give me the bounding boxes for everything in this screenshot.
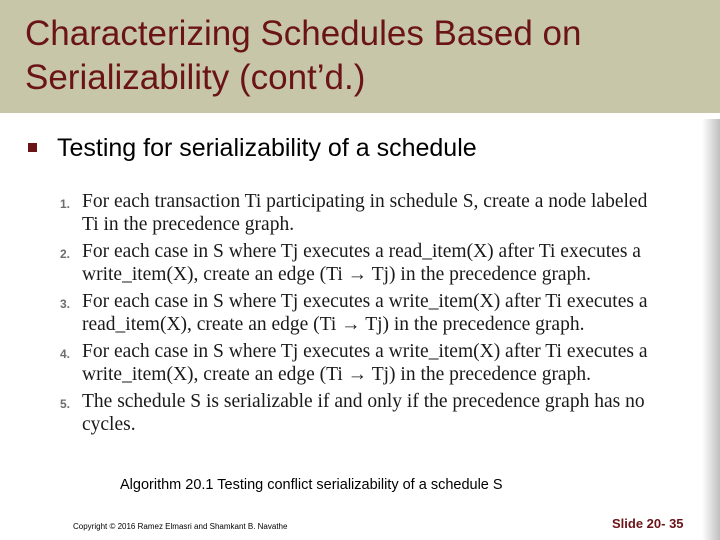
step-line-2: write_item(X), create an edge (Ti → Tj) in the precedence graph. [82, 364, 591, 385]
step-line-1: For each case in S where Tj executes a write_item(X) after Ti executes a [82, 291, 648, 312]
step-line-1: For each case in S where Tj executes a write_item(X) after Ti executes a [82, 341, 648, 362]
step-line-1: For each case in S where Tj executes a read_item(X) after Ti executes a [82, 241, 641, 262]
step-line-1: The schedule S is serializable if and only if the precedence graph has no [82, 391, 645, 412]
step-number: 5. [60, 397, 71, 411]
algorithm-steps [60, 190, 670, 440]
slide-title [25, 12, 705, 100]
algorithm-step [60, 340, 670, 386]
right-edge-shadow [702, 119, 720, 540]
step-line-2: cycles. [82, 414, 136, 435]
algorithm-caption: Algorithm 20.1 Testing conflict serializability of a schedule S [120, 477, 503, 493]
bullet-text: Testing for serializability of a schedule [57, 134, 477, 162]
copyright-notice: Copyright © 2016 Ramez Elmasri and Shamkant B. Navathe [73, 522, 288, 531]
slide-title-line-1: Characterizing Schedules Based on [25, 14, 582, 53]
algorithm-step [60, 290, 670, 336]
step-line-2: write_item(X), create an edge (Ti → Tj) in the precedence graph. [82, 264, 591, 285]
step-number: 3. [60, 297, 71, 311]
step-number: 4. [60, 347, 71, 361]
algorithm-step [60, 190, 670, 236]
slide-title-line-2: Serializability (cont’d.) [25, 58, 366, 97]
step-line-2: Ti in the precedence graph. [82, 214, 295, 235]
step-number: 1. [60, 197, 71, 211]
step-line-2: read_item(X), create an edge (Ti → Tj) in the precedence graph. [82, 314, 585, 335]
step-number: 2. [60, 247, 71, 261]
slide-number: Slide 20- 35 [612, 516, 684, 531]
step-line-1: For each transaction Ti participating in schedule S, create a node labeled [82, 191, 648, 212]
algorithm-step [60, 390, 670, 436]
square-bullet-icon [28, 143, 37, 152]
title-divider [0, 113, 720, 119]
title-band [0, 0, 720, 113]
algorithm-step [60, 240, 670, 286]
